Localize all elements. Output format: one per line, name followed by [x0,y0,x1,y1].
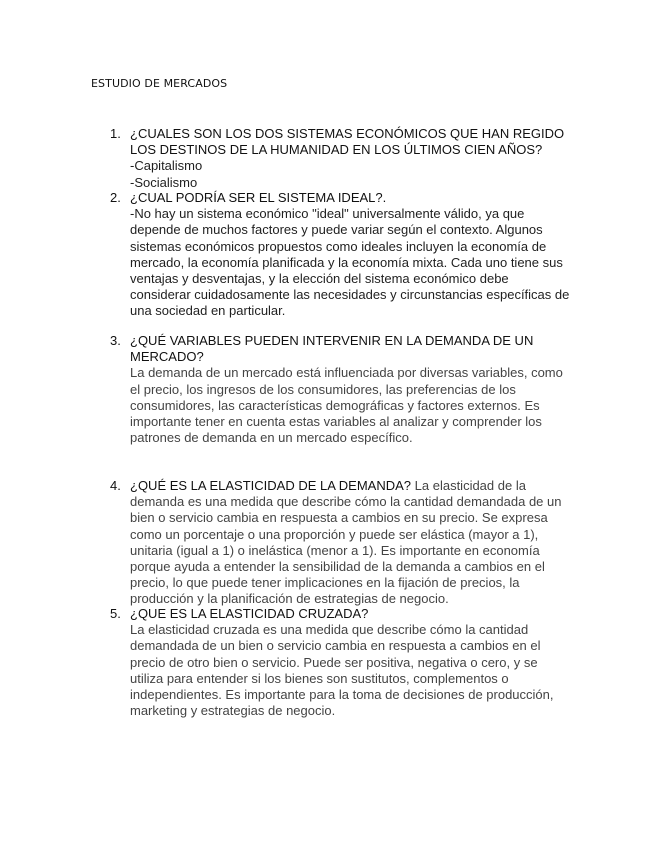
question-number: 3. [110,333,121,348]
question-item-1 [110,126,570,191]
answer-text: La elasticidad de la demanda es una medida que describe cómo la cantidad demandada de un bien o servicio cambia en respuesta a cambios en su precio. Se expresa como un porcentaje o una proporción y puede ser elástica (mayor a 1), unitaria (igual a 1) o inelástica (menor a 1). Es importante en economía porque ayuda a entender la sensibilidad de la demanda a cambios en el precio, lo que puede tener implicaciones en la fijación de precios, la producción y la planificación de estrategias de negocio. [130,478,562,607]
question-item-5 [110,606,570,719]
question-number: 1. [110,126,121,141]
question-text: ¿QUÉ VARIABLES PUEDEN INTERVENIR EN LA DEMANDA DE UN MERCADO? [130,333,534,365]
question-item-3 [110,333,570,446]
answer-text: La demanda de un mercado está influenciada por diversas variables, como el precio, los ingresos de los consumidores, las preferencias de los consumidores, las características demográficas y factores externos. Es importante tener en cuenta estas variables al analizar y comprender los patrones de demanda en un mercado específico. [130,365,563,446]
question-text: ¿QUÉ ES LA ELASTICIDAD DE LA DEMANDA? [130,478,412,493]
answer-text: -No hay un sistema económico "ideal" universalmente válido, ya que depende de muchos factores y puede variar según el contexto. Algunos sistemas económicos propuestos como ideales incluyen la economía de mercado, la economía planificada y la economía mixta. Cada uno tiene sus ventajas y desventajas, y la elección del sistema económico debe considerar cuidadosamente las necesidades y circunstancias específicas de una sociedad en particular. [130,206,570,319]
question-number: 2. [110,190,121,205]
question-item-2 [110,190,570,320]
question-item-4 [110,478,570,608]
answer-line: -Capitalismo [130,158,203,174]
question-number: 5. [110,606,121,621]
answer-text: La elasticidad cruzada es una medida que describe cómo la cantidad demandada de un bien o servicio cambia en respuesta a cambios en el precio de otro bien o servicio. Puede ser positiva, negativa o cero, y se utiliza para entender si los bienes son sustitutos, complementos o independientes. Es importante para la toma de decisiones de producción, marketing y estrategias de negocio. [130,622,554,719]
document-title: ESTUDIO DE MERCADOS [91,77,228,90]
question-text: ¿CUAL PODRÍA SER EL SISTEMA IDEAL?. [130,190,387,205]
question-text: ¿CUALES SON LOS DOS SISTEMAS ECONÓMICOS QUE HAN REGIDO LOS DESTINOS DE LA HUMANIDAD EN LOS ÚLTIMOS CIEN AÑOS? [130,126,565,158]
question-number: 4. [110,478,121,493]
question-text: ¿QUE ES LA ELASTICIDAD CRUZADA? [130,606,369,621]
answer-line: -Socialismo [130,174,198,190]
